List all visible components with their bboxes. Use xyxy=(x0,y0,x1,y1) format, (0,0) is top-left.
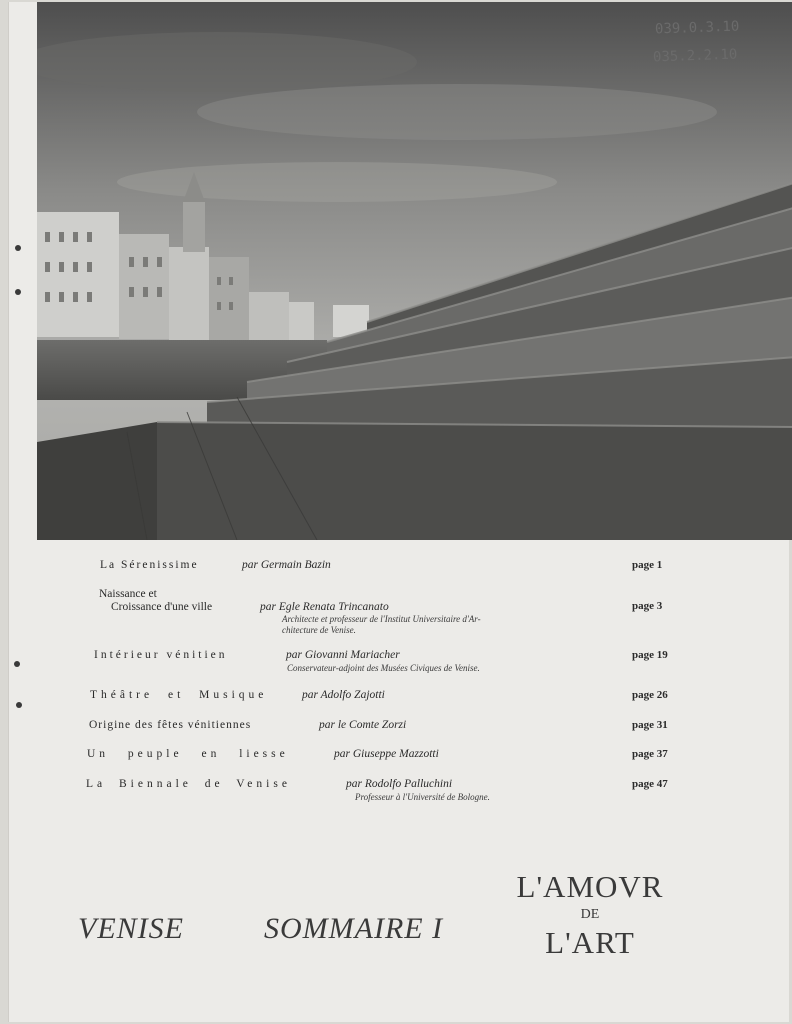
toc-page: page 3 xyxy=(632,600,663,612)
brand-line-2: DE xyxy=(580,907,600,922)
toc-page: page 37 xyxy=(632,748,668,760)
magazine-brand xyxy=(500,870,680,960)
toc-title-line2: Croissance d'une ville xyxy=(111,601,213,613)
brand-line-3: L'ART xyxy=(545,925,635,960)
toc-author: par Giovanni Mariacher xyxy=(286,649,400,661)
binding-hole xyxy=(14,661,20,667)
toc-author: par Rodolfo Palluchini xyxy=(346,778,453,790)
toc-author: par Egle Renata Trincanato xyxy=(260,601,389,613)
brand-line-1: L'AMOVR xyxy=(516,869,664,904)
binding-hole xyxy=(16,702,22,708)
toc-title: La Biennale de Venise xyxy=(86,778,291,790)
toc-author-note-line2: chitecture de Venise. xyxy=(282,625,356,635)
toc-title: Origine des fêtes vénitiennes xyxy=(89,719,252,731)
binding-hole xyxy=(15,289,21,295)
issue-title: VENISE xyxy=(78,912,184,945)
toc-page: page 31 xyxy=(632,719,668,731)
toc-title: Naissance et xyxy=(99,588,157,600)
toc-author: par Giuseppe Mazzotti xyxy=(334,748,439,760)
catalog-number-2: 035.2.2.10 xyxy=(652,46,738,66)
toc-author: par le Comte Zorzi xyxy=(319,719,407,731)
toc-title: Un peuple en liesse xyxy=(87,748,289,760)
contents-heading: SOMMAIRE I xyxy=(264,912,444,945)
toc-title: Intérieur vénitien xyxy=(94,649,228,661)
toc-page: page 19 xyxy=(632,649,668,661)
toc-author-note: Conservateur-adjoint des Musées Civiques de Venise. xyxy=(287,663,480,673)
toc-author: par Adolfo Zajotti xyxy=(302,689,385,701)
binding-hole xyxy=(15,245,21,251)
venice-steps-illustration xyxy=(37,2,792,540)
catalog-number-1: 039.0.3.10 xyxy=(654,18,740,38)
toc-page: page 47 xyxy=(632,778,668,790)
toc-page: page 1 xyxy=(632,559,663,571)
toc-author-note: Professeur à l'Université de Bologne. xyxy=(355,792,490,802)
toc-author-note: Architecte et professeur de l'Institut Universitaire d'Ar- xyxy=(282,614,481,624)
magazine-page xyxy=(8,2,789,1022)
venice-steps-photograph xyxy=(37,2,792,540)
toc-title: Théâtre et Musique xyxy=(90,689,268,701)
toc-author: par Germain Bazin xyxy=(242,559,331,571)
toc-page: page 26 xyxy=(632,689,668,701)
toc-title: La Sérenissime xyxy=(100,559,199,571)
